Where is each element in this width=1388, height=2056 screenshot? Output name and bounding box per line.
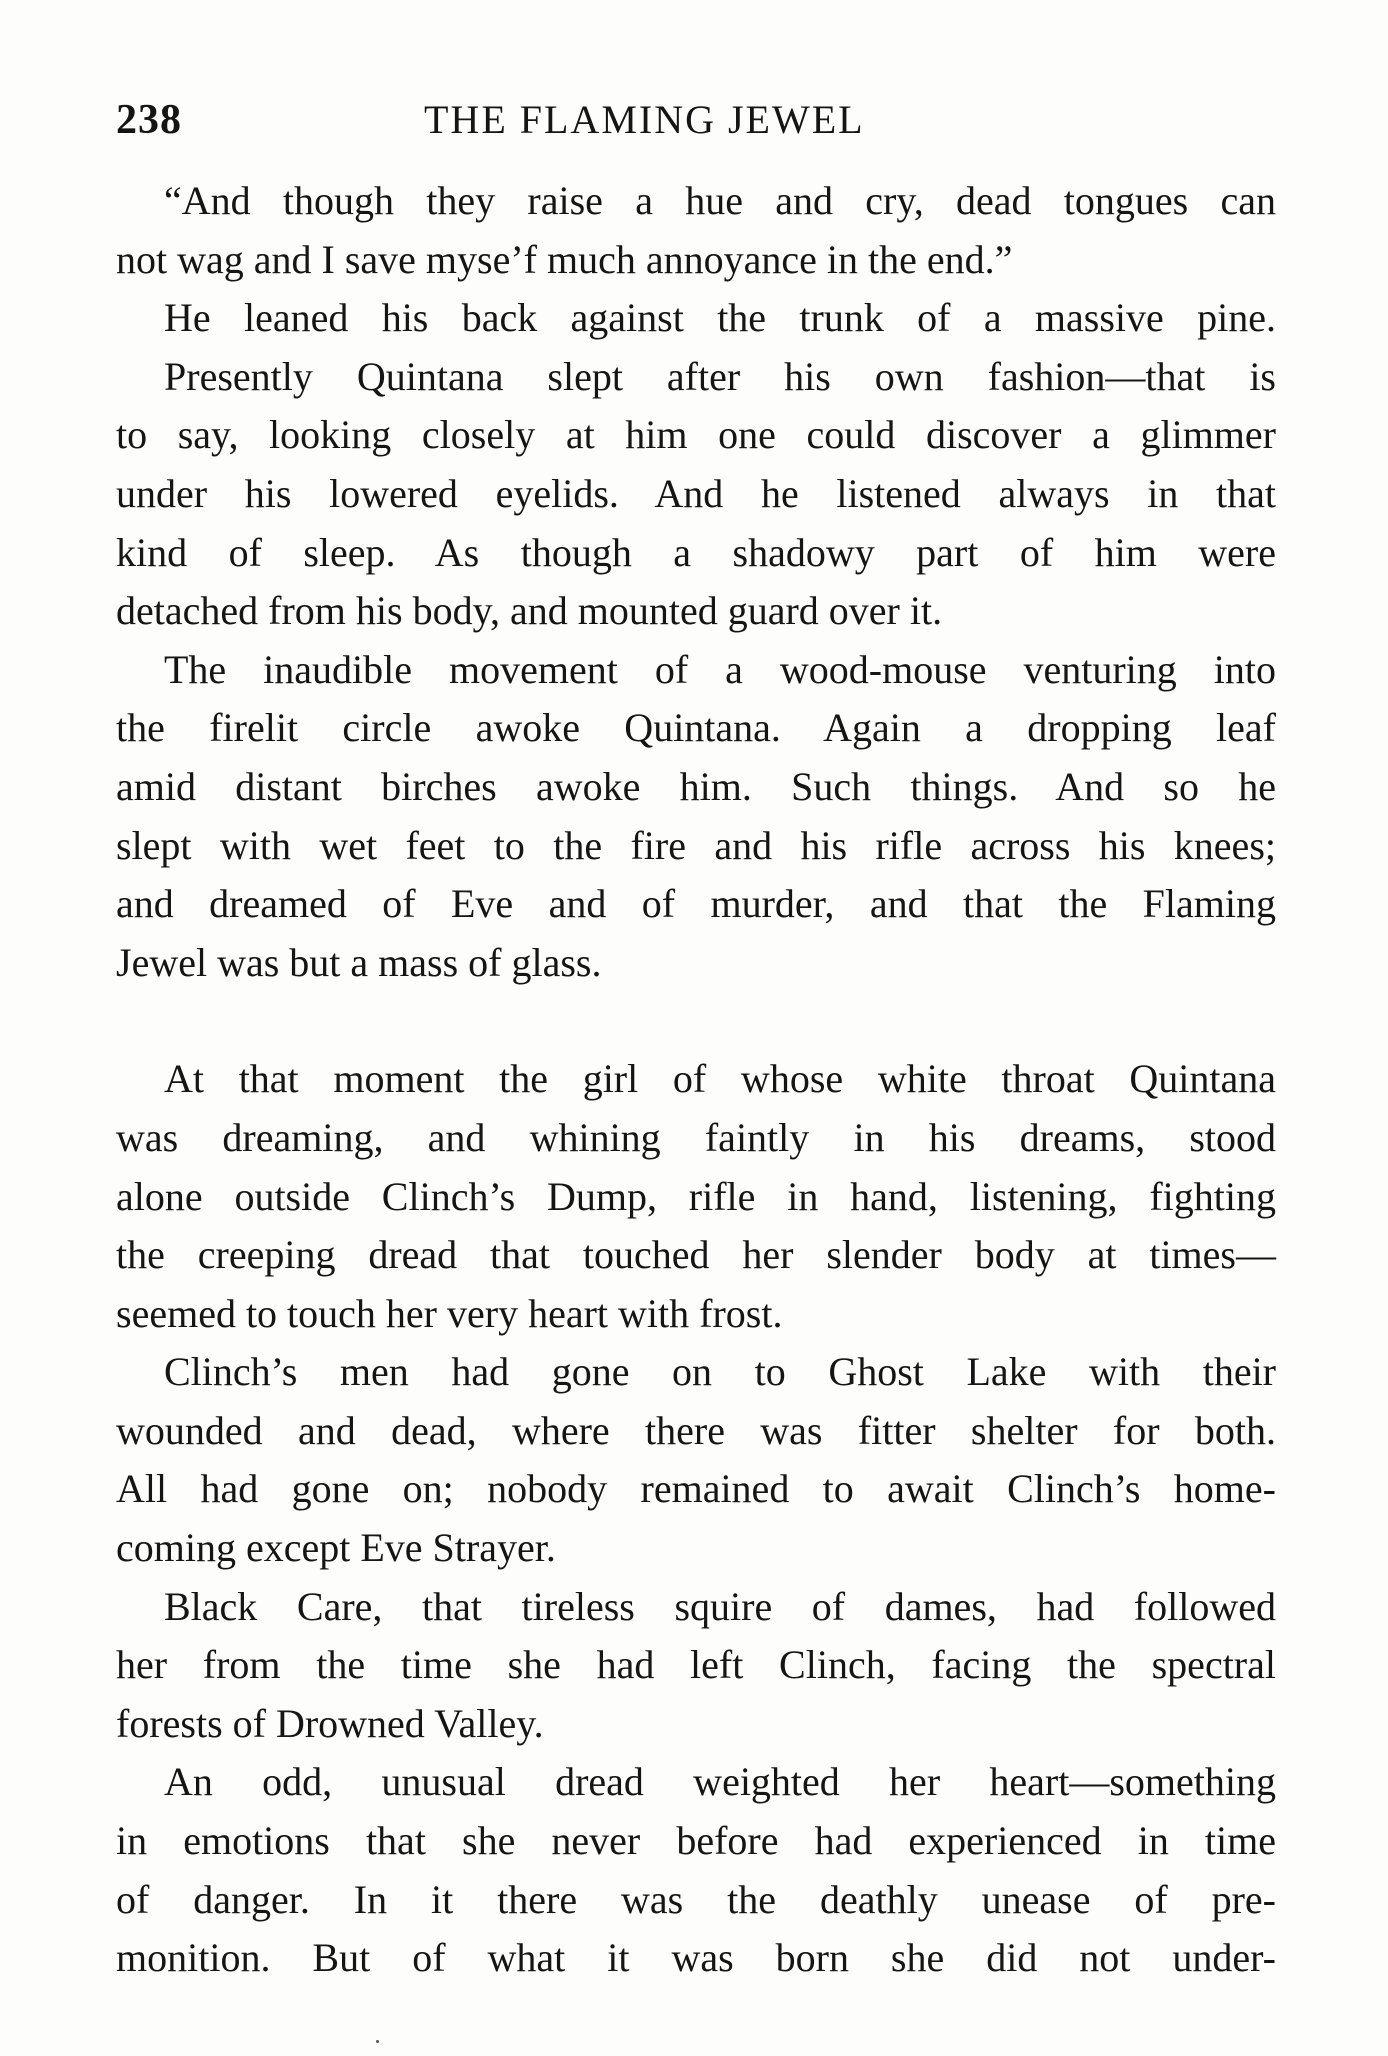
page-header <box>116 96 1276 156</box>
paragraph <box>116 1343 1276 1577</box>
running-title: THE FLAMING JEWEL <box>424 97 865 142</box>
text-line: An odd, unusual dread weighted her heart—something <box>164 1759 1276 1805</box>
paragraph <box>116 348 1276 641</box>
section-break <box>116 992 1276 1050</box>
text-line: to say, looking closely at him one could discover a glimmer <box>116 412 1276 458</box>
text-line: forests of Drowned Valley. <box>116 1700 544 1746</box>
text-line: in emotions that she never before had experienced in time <box>116 1818 1276 1864</box>
text-line: alone outside Clinch’s Dump, rifle in hand, listening, fighting <box>116 1173 1276 1219</box>
paragraph <box>116 1753 1276 1987</box>
body-text <box>116 172 1276 1988</box>
text-line: her from the time she had left Clinch, facing the spectral <box>116 1642 1276 1688</box>
text-line: wounded and dead, where there was fitter shelter for both. <box>116 1407 1276 1453</box>
print-speck <box>376 2040 379 2043</box>
text-line: He leaned his back against the trunk of a massive pine. <box>164 295 1276 341</box>
text-line: of danger. In it there was the deathly unease of pre- <box>116 1876 1276 1922</box>
text-line: slept with wet feet to the fire and his rifle across his knees; <box>116 822 1276 868</box>
text-line: detached from his body, and mounted guard over it. <box>116 588 943 634</box>
text-line: Black Care, that tireless squire of dames, had followed <box>164 1583 1276 1629</box>
text-line: All had gone on; nobody remained to await Clinch’s home- <box>116 1466 1276 1512</box>
text-line: Presently Quintana slept after his own fashion—that is <box>164 353 1276 399</box>
text-line: the firelit circle awoke Quintana. Again a dropping leaf <box>116 705 1276 751</box>
text-line: At that moment the girl of whose white throat Quintana <box>164 1056 1276 1102</box>
text-line: coming except Eve Strayer. <box>116 1525 556 1571</box>
text-line: monition. But of what it was born she did not under- <box>116 1935 1276 1981</box>
text-line: not wag and I save myse’f much annoyance in the end.” <box>116 236 1013 282</box>
text-line: kind of sleep. As though a shadowy part of him were <box>116 529 1276 575</box>
paragraph <box>116 289 1276 348</box>
text-line: The inaudible movement of a wood-mouse venturing into <box>164 646 1276 692</box>
text-line: amid distant birches awoke him. Such things. And so he <box>116 763 1276 809</box>
paragraph <box>116 641 1276 993</box>
text-line: Jewel was but a mass of glass. <box>116 939 602 985</box>
paragraph <box>116 1578 1276 1754</box>
text-line: “And though they raise a hue and cry, dead tongues can <box>164 178 1276 223</box>
page-number: 238 <box>116 97 182 143</box>
text-line: under his lowered eyelids. And he listened always in that <box>116 470 1276 516</box>
text-line: seemed to touch her very heart with frost. <box>116 1290 783 1336</box>
text-line: Clinch’s men had gone on to Ghost Lake with their <box>164 1349 1276 1395</box>
text-line: the creeping dread that touched her slender body at times— <box>116 1232 1276 1278</box>
text-line: and dreamed of Eve and of murder, and that the Flaming <box>116 881 1276 927</box>
paragraph <box>116 1050 1276 1343</box>
paragraph <box>116 172 1276 289</box>
text-line: was dreaming, and whining faintly in his dreams, stood <box>116 1114 1276 1160</box>
